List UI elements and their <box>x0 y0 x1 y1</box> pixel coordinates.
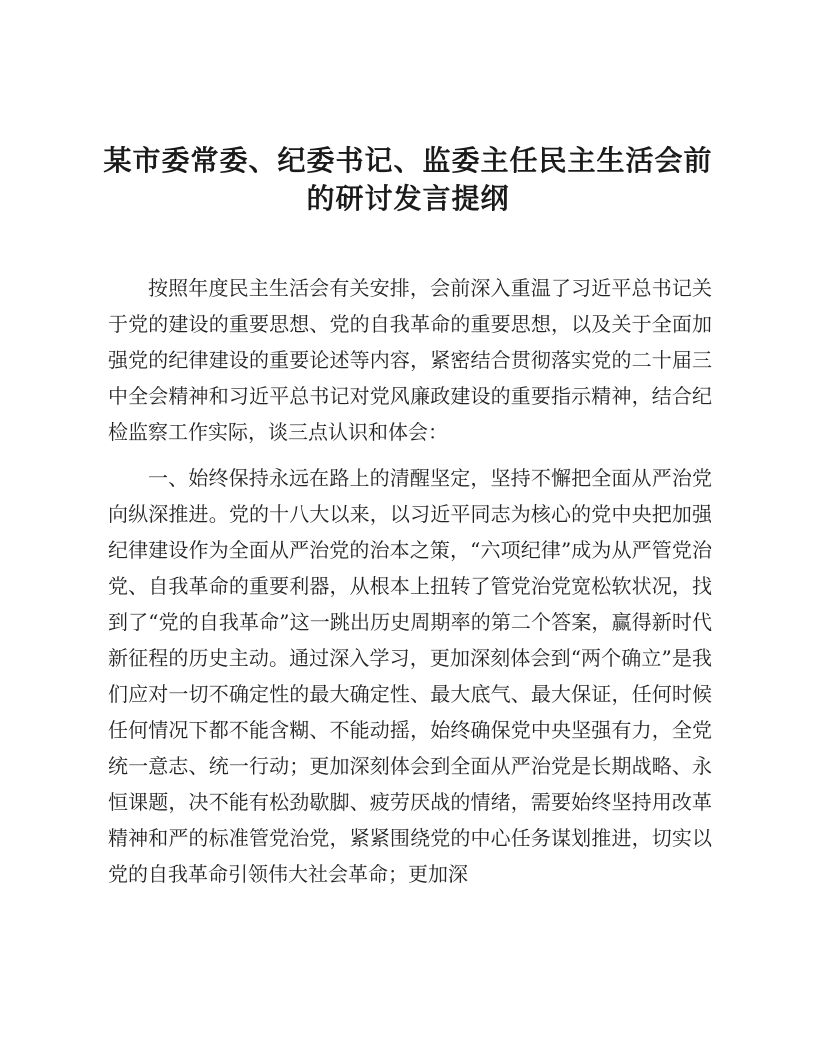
intro-paragraph: 按照年度民主生活会有关安排，会前深入重温了习近平总书记关于党的建设的重要思想、党的自我革命的重要思想，以及关于全面加强党的纪律建设的重要论述等内容，紧密结合贯彻落实党的二十届三中全会精神和习近平总书记对党风廉政建设的重要指示精神，结合纪检监察工作实际，谈三点认识和体会： <box>108 276 712 444</box>
document-title: 某市委常委、纪委书记、监委主任民主生活会前的研讨发言提纲 <box>103 144 713 215</box>
section-one-paragraph: 一、始终保持永远在路上的清醒坚定，坚持不懈把全面从严治党向纵深推进。党的十八大以来，以习近平同志为核心的党中央把加强纪律建设作为全面从严治党的治本之策，“六项纪律”成为从严管党治党、自我革命的重要利器，从根本上扭转了管党治党宽松软状况，找到了“党的自我革命”这一跳出历史周期率的第二个答案，赢得新时代新征程的历史主动。通过深入学习，更加深刻体会到“两个确立”是我们应对一切不确定性的最大确定性、最大底气、最大保证，任何时候任何情况下都不能含糊、不能动摇，始终确保党中央坚强有力，全党统一意志、统一行动；更加深刻体会到全面从严治党是长期战略、永恒课题，决不能有松劲歇脚、疲劳厌战的情绪，需要始终坚持用改革精神和严的标准管党治党，紧紧围绕党的中心任务谋划推进，切实以党的自我革命引领伟大社会革命；更加深 <box>108 466 712 886</box>
